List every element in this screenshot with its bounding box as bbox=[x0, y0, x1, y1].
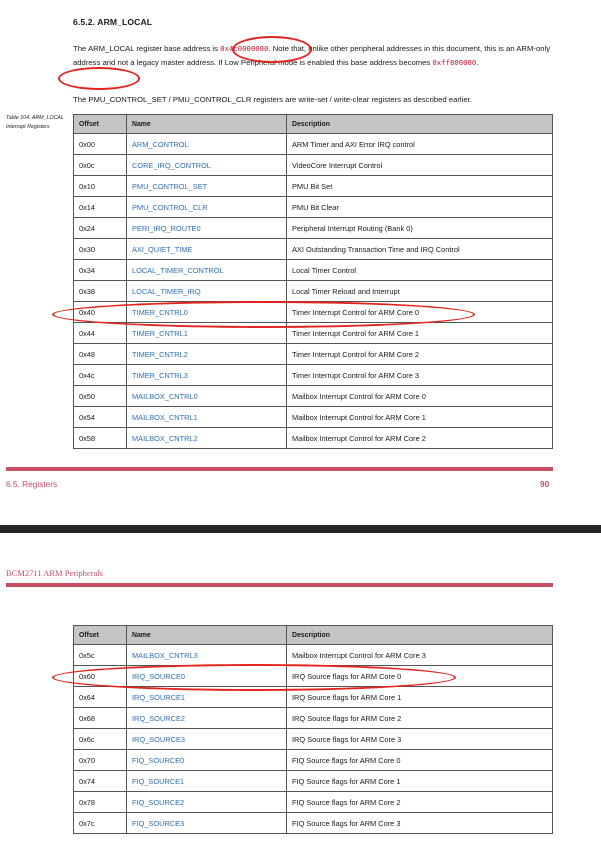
table-row bbox=[74, 666, 553, 687]
header-name: Name bbox=[127, 626, 287, 645]
offset-cell: 0x54 bbox=[74, 407, 127, 428]
register-name-link[interactable]: MAILBOX_CNTRL3 bbox=[127, 645, 287, 666]
table-row bbox=[74, 813, 553, 834]
description-cell: Mailbox Interrupt Control for ARM Core 1 bbox=[287, 407, 553, 428]
register-name-link[interactable]: IRQ_SOURCE3 bbox=[127, 729, 287, 750]
register-name-link[interactable]: TIMER_CNTRL2 bbox=[127, 344, 287, 365]
register-name-link[interactable]: TIMER_CNTRL1 bbox=[127, 323, 287, 344]
offset-cell: 0x38 bbox=[74, 281, 127, 302]
offset-cell: 0x48 bbox=[74, 344, 127, 365]
description-cell: IRQ Source flags for ARM Core 2 bbox=[287, 708, 553, 729]
description-cell: Timer Interrupt Control for ARM Core 1 bbox=[287, 323, 553, 344]
description-cell: Local Timer Reload and Interrupt bbox=[287, 281, 553, 302]
table-row bbox=[74, 428, 553, 449]
table-row bbox=[74, 344, 553, 365]
register-name-link[interactable]: MAILBOX_CNTRL1 bbox=[127, 407, 287, 428]
intro-paragraph bbox=[73, 42, 553, 70]
register-name-link[interactable]: MAILBOX_CNTRL2 bbox=[127, 428, 287, 449]
table-row bbox=[74, 281, 553, 302]
register-name-link[interactable]: FIQ_SOURCE1 bbox=[127, 771, 287, 792]
table-row bbox=[74, 771, 553, 792]
description-cell: AXI Outstanding Transaction Time and IRQ Control bbox=[287, 239, 553, 260]
footer-rule bbox=[6, 467, 553, 471]
page-number: 90 bbox=[540, 479, 550, 489]
offset-cell: 0x4c bbox=[74, 365, 127, 386]
register-name-link[interactable]: PMU_CONTROL_SET bbox=[127, 176, 287, 197]
arm-local-register-table-continued bbox=[73, 625, 553, 834]
offset-cell: 0x34 bbox=[74, 260, 127, 281]
table-header-row bbox=[74, 626, 553, 645]
section-heading: 6.5.2. ARM_LOCAL bbox=[73, 17, 153, 27]
header-offset: Offset bbox=[74, 115, 127, 134]
register-name-link[interactable]: TIMER_CNTRL0 bbox=[127, 302, 287, 323]
register-name-link[interactable]: LOCAL_TIMER_IRQ bbox=[127, 281, 287, 302]
table-row bbox=[74, 176, 553, 197]
low-peripheral-address-code: 0xff800000 bbox=[432, 58, 477, 67]
header-description: Description bbox=[287, 115, 553, 134]
offset-cell: 0x00 bbox=[74, 134, 127, 155]
offset-cell: 0x6c bbox=[74, 729, 127, 750]
document-header: BCM2711 ARM Peripherals bbox=[6, 568, 103, 578]
description-cell: Timer Interrupt Control for ARM Core 0 bbox=[287, 302, 553, 323]
header-description: Description bbox=[287, 626, 553, 645]
description-cell: FIQ Source flags for ARM Core 1 bbox=[287, 771, 553, 792]
intro-text-end: . bbox=[476, 58, 479, 67]
register-name-link[interactable]: ARM_CONTROL bbox=[127, 134, 287, 155]
register-name-link[interactable]: CORE_IRQ_CONTROL bbox=[127, 155, 287, 176]
table-row bbox=[74, 407, 553, 428]
header-rule bbox=[6, 583, 553, 587]
table-row bbox=[74, 218, 553, 239]
register-name-link[interactable]: IRQ_SOURCE0 bbox=[127, 666, 287, 687]
intro-text-middle: . Note that, unlike other peripheral addresses in this document, this is an ARM-only address and not a legacy master address. If Low Peripheral mode is enabled this base address becomes bbox=[73, 44, 551, 67]
offset-cell: 0x10 bbox=[74, 176, 127, 197]
offset-cell: 0x50 bbox=[74, 386, 127, 407]
register-name-link[interactable]: IRQ_SOURCE2 bbox=[127, 708, 287, 729]
table-row bbox=[74, 197, 553, 218]
header-name: Name bbox=[127, 115, 287, 134]
table-header-row bbox=[74, 115, 553, 134]
description-cell: IRQ Source flags for ARM Core 1 bbox=[287, 687, 553, 708]
register-name-link[interactable]: IRQ_SOURCE1 bbox=[127, 687, 287, 708]
register-name-link[interactable]: LOCAL_TIMER_CONTROL bbox=[127, 260, 287, 281]
arm-local-register-table bbox=[73, 114, 553, 449]
base-address-code: 0x4c0000000 bbox=[220, 44, 269, 53]
table-row bbox=[74, 365, 553, 386]
description-cell: FIQ Source flags for ARM Core 2 bbox=[287, 792, 553, 813]
offset-cell: 0x74 bbox=[74, 771, 127, 792]
description-cell: FIQ Source flags for ARM Core 0 bbox=[287, 750, 553, 771]
header-offset: Offset bbox=[74, 626, 127, 645]
register-name-link[interactable]: FIQ_SOURCE0 bbox=[127, 750, 287, 771]
register-name-link[interactable]: PERI_IRQ_ROUTE0 bbox=[127, 218, 287, 239]
table-row bbox=[74, 792, 553, 813]
description-cell: IRQ Source flags for ARM Core 0 bbox=[287, 666, 553, 687]
description-cell: Mailbox Interrupt Control for ARM Core 2 bbox=[287, 428, 553, 449]
description-cell: Mailbox Interrupt Control for ARM Core 3 bbox=[287, 645, 553, 666]
intro-text-start: The ARM_LOCAL register base address is bbox=[73, 44, 221, 53]
table-row bbox=[74, 645, 553, 666]
description-cell: PMU Bit Set bbox=[287, 176, 553, 197]
register-name-link[interactable]: AXI_QUIET_TIME bbox=[127, 239, 287, 260]
offset-cell: 0x7c bbox=[74, 813, 127, 834]
offset-cell: 0x68 bbox=[74, 708, 127, 729]
description-cell: IRQ Source flags for ARM Core 3 bbox=[287, 729, 553, 750]
offset-cell: 0x70 bbox=[74, 750, 127, 771]
offset-cell: 0x5c bbox=[74, 645, 127, 666]
register-name-link[interactable]: MAILBOX_CNTRL0 bbox=[127, 386, 287, 407]
table-row bbox=[74, 386, 553, 407]
table-row bbox=[74, 302, 553, 323]
offset-cell: 0x24 bbox=[74, 218, 127, 239]
page-break-bar bbox=[0, 525, 601, 533]
table-row bbox=[74, 134, 553, 155]
table-row bbox=[74, 260, 553, 281]
table-row bbox=[74, 687, 553, 708]
offset-cell: 0x44 bbox=[74, 323, 127, 344]
table-row bbox=[74, 239, 553, 260]
offset-cell: 0x0c bbox=[74, 155, 127, 176]
table-body bbox=[74, 645, 553, 834]
table-body bbox=[74, 134, 553, 449]
register-name-link[interactable]: TIMER_CNTRL3 bbox=[127, 365, 287, 386]
offset-cell: 0x14 bbox=[74, 197, 127, 218]
table-caption: Table 104. ARM_LOCAL Interrupt Registers bbox=[6, 115, 64, 130]
register-name-link[interactable]: FIQ_SOURCE3 bbox=[127, 813, 287, 834]
offset-cell: 0x64 bbox=[74, 687, 127, 708]
description-cell: ARM Timer and AXI Error IRQ control bbox=[287, 134, 553, 155]
description-cell: PMU Bit Clear bbox=[287, 197, 553, 218]
description-cell: Local Timer Control bbox=[287, 260, 553, 281]
description-cell: Mailbox Interrupt Control for ARM Core 0 bbox=[287, 386, 553, 407]
description-cell: Timer Interrupt Control for ARM Core 2 bbox=[287, 344, 553, 365]
table-row bbox=[74, 729, 553, 750]
offset-cell: 0x58 bbox=[74, 428, 127, 449]
register-name-link[interactable]: FIQ_SOURCE2 bbox=[127, 792, 287, 813]
description-cell: Peripheral Interrupt Routing (Bank 0) bbox=[287, 218, 553, 239]
table-row bbox=[74, 708, 553, 729]
offset-cell: 0x78 bbox=[74, 792, 127, 813]
table-row bbox=[74, 323, 553, 344]
description-cell: Timer Interrupt Control for ARM Core 3 bbox=[287, 365, 553, 386]
description-cell: FIQ Source flags for ARM Core 3 bbox=[287, 813, 553, 834]
offset-cell: 0x30 bbox=[74, 239, 127, 260]
offset-cell: 0x40 bbox=[74, 302, 127, 323]
footer-section: 6.5. Registers bbox=[6, 479, 58, 489]
table-row bbox=[74, 750, 553, 771]
offset-cell: 0x60 bbox=[74, 666, 127, 687]
pmu-paragraph: The PMU_CONTROL_SET / PMU_CONTROL_CLR registers are write-set / write-clear registers as described earlier. bbox=[73, 95, 472, 104]
annotation-circle-low-peripheral-address bbox=[58, 67, 140, 90]
table-row bbox=[74, 155, 553, 176]
register-name-link[interactable]: PMU_CONTROL_CLR bbox=[127, 197, 287, 218]
description-cell: VideoCore Interrupt Control bbox=[287, 155, 553, 176]
